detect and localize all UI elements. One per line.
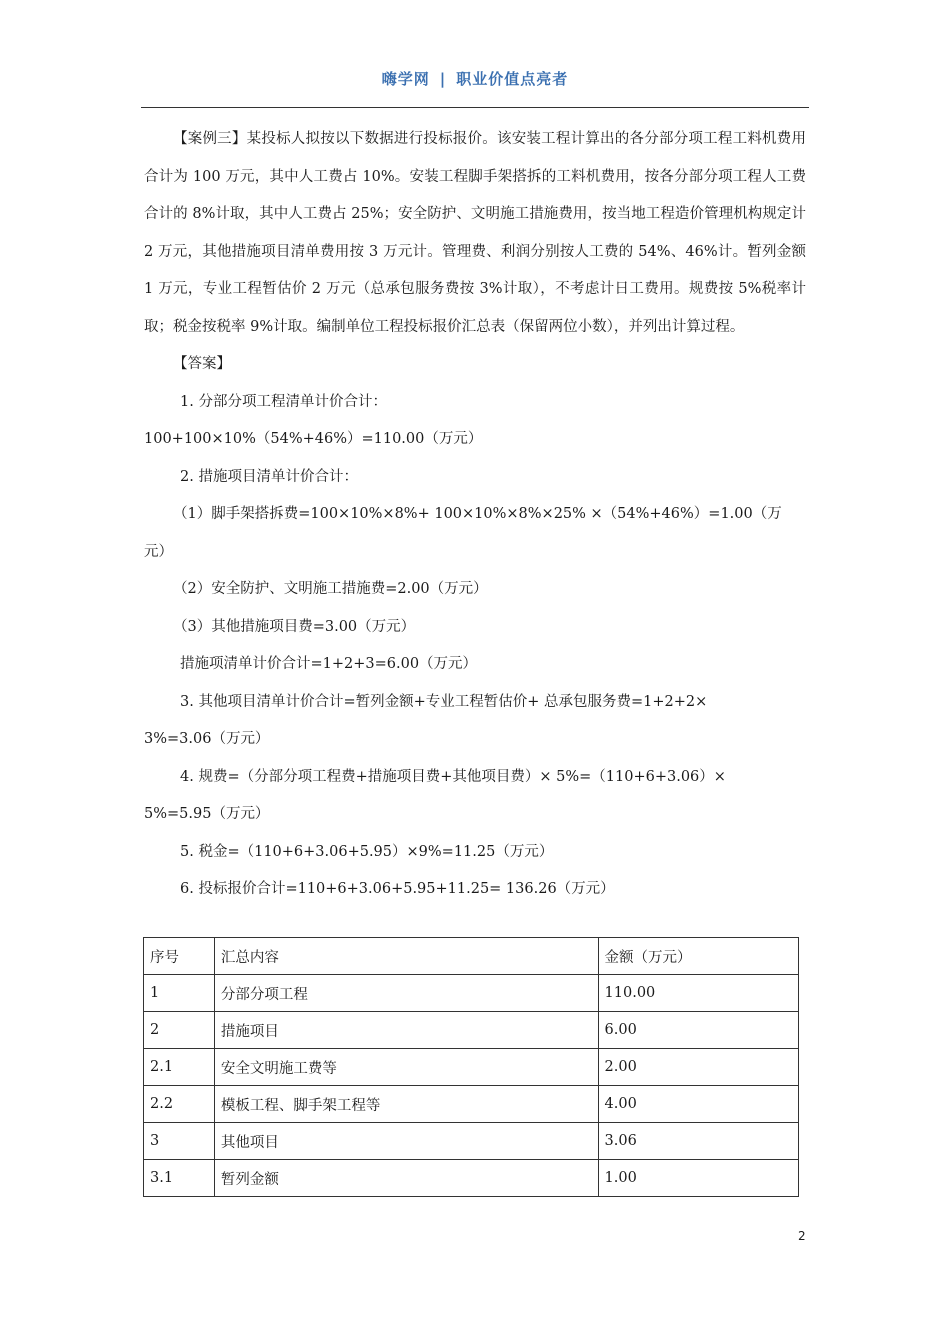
step2-item3: （3）其他措施项目费=3.00（万元） bbox=[173, 618, 416, 635]
step2-item2: （2）安全防护、文明施工措施费=2.00（万元） bbox=[173, 581, 488, 597]
table-cell: 4.00 bbox=[598, 1086, 798, 1123]
table-cell: 1.00 bbox=[598, 1160, 798, 1197]
step2-total: 措施项清单计价合计=1+2+3=6.00（万元） bbox=[180, 656, 478, 672]
header-separator: | bbox=[439, 70, 447, 88]
table-cell: 暂列金额 bbox=[214, 1160, 598, 1197]
table-cell: 110.00 bbox=[598, 975, 798, 1012]
step6: 6. 投标报价合计=110+6+3.06+5.95+11.25= 136.26（万元） bbox=[180, 881, 615, 897]
table-cell: 分部分项工程 bbox=[214, 975, 598, 1012]
table-cell: 3.1 bbox=[144, 1160, 215, 1197]
table-row bbox=[144, 1123, 799, 1160]
table-row bbox=[144, 975, 799, 1012]
table-cell: 2 bbox=[144, 1012, 215, 1049]
table-cell: 其他项目 bbox=[214, 1123, 598, 1160]
step4-line2: 5%=5.95（万元） bbox=[144, 806, 270, 822]
table-row bbox=[144, 1086, 799, 1123]
table-header-cell: 序号 bbox=[144, 938, 215, 975]
header-slogan: 职业价值点亮者 bbox=[456, 70, 569, 88]
step2-item1-line2: 元） bbox=[144, 543, 173, 560]
table-header-cell: 金额（万元） bbox=[598, 938, 798, 975]
step3-line2: 3%=3.06（万元） bbox=[144, 731, 270, 747]
table-cell: 措施项目 bbox=[214, 1012, 598, 1049]
summary-table bbox=[143, 937, 799, 1197]
table-cell: 6.00 bbox=[598, 1012, 798, 1049]
header-rule bbox=[141, 107, 809, 108]
table-row bbox=[144, 1049, 799, 1086]
step1-formula: 100+100×10%（54%+46%）=110.00（万元） bbox=[144, 431, 483, 447]
step3-line1: 3. 其他项目清单计价合计=暂列金额+专业工程暂估价+ 总承包服务费=1+2+2× bbox=[180, 693, 708, 710]
table-row bbox=[144, 1160, 799, 1197]
step2-item1-line1: （1）脚手架搭拆费=100×10%×8%+ 100×10%×8%×25% ×（54%+46%）=1.00（万 bbox=[173, 506, 782, 522]
table-cell: 2.00 bbox=[598, 1049, 798, 1086]
table-cell: 2.1 bbox=[144, 1049, 215, 1086]
case-paragraph: 【案例三】某投标人拟按以下数据进行投标报价。该安装工程计算出的各分部分项工程工料机费用合计为 100 万元，其中人工费占 10%。安装工程脚手架搭拆的工料机费用，按各分部分项工程人工费合计的 8%计取，其中人工费占 25%；安全防护、文明施工措施费用，按当地工程造价管理机构规定计 2 万元，其他措施项目清单费用按 3 万元计。管理费、利润分别按人工费的 54%、46%计。暂列金额 1 万元，专业工程暂估价 2 万元（总承包服务费按 3%计取），不考虑计日工费用。规费按 5%税率计取；税金按税率 9%计取。编制单位工程投标报价汇总表（保留两位小数），并列出计算过程。 bbox=[144, 131, 806, 335]
header-site-name: 嗨学网 bbox=[381, 70, 430, 88]
step1-title: 1. 分部分项工程清单计价合计： bbox=[180, 393, 387, 410]
table-header-row bbox=[144, 938, 799, 975]
document-body bbox=[144, 121, 806, 909]
table-cell: 2.2 bbox=[144, 1086, 215, 1123]
page-number: 2 bbox=[798, 1229, 806, 1243]
table-cell: 安全文明施工费等 bbox=[214, 1049, 598, 1086]
table-cell: 3 bbox=[144, 1123, 215, 1160]
answer-label: 【答案】 bbox=[173, 356, 231, 372]
step4-line1: 4. 规费=（分部分项工程费+措施项目费+其他项目费）× 5%=（110+6+3.06）× bbox=[180, 768, 726, 785]
page-header bbox=[0, 68, 950, 89]
table-cell: 3.06 bbox=[598, 1123, 798, 1160]
table-cell: 模板工程、脚手架工程等 bbox=[214, 1086, 598, 1123]
step2-title: 2. 措施项目清单计价合计： bbox=[180, 468, 358, 485]
step5: 5. 税金=（110+6+3.06+5.95）×9%=11.25（万元） bbox=[180, 843, 554, 860]
table-header-cell: 汇总内容 bbox=[214, 938, 598, 975]
table-cell: 1 bbox=[144, 975, 215, 1012]
table-row bbox=[144, 1012, 799, 1049]
